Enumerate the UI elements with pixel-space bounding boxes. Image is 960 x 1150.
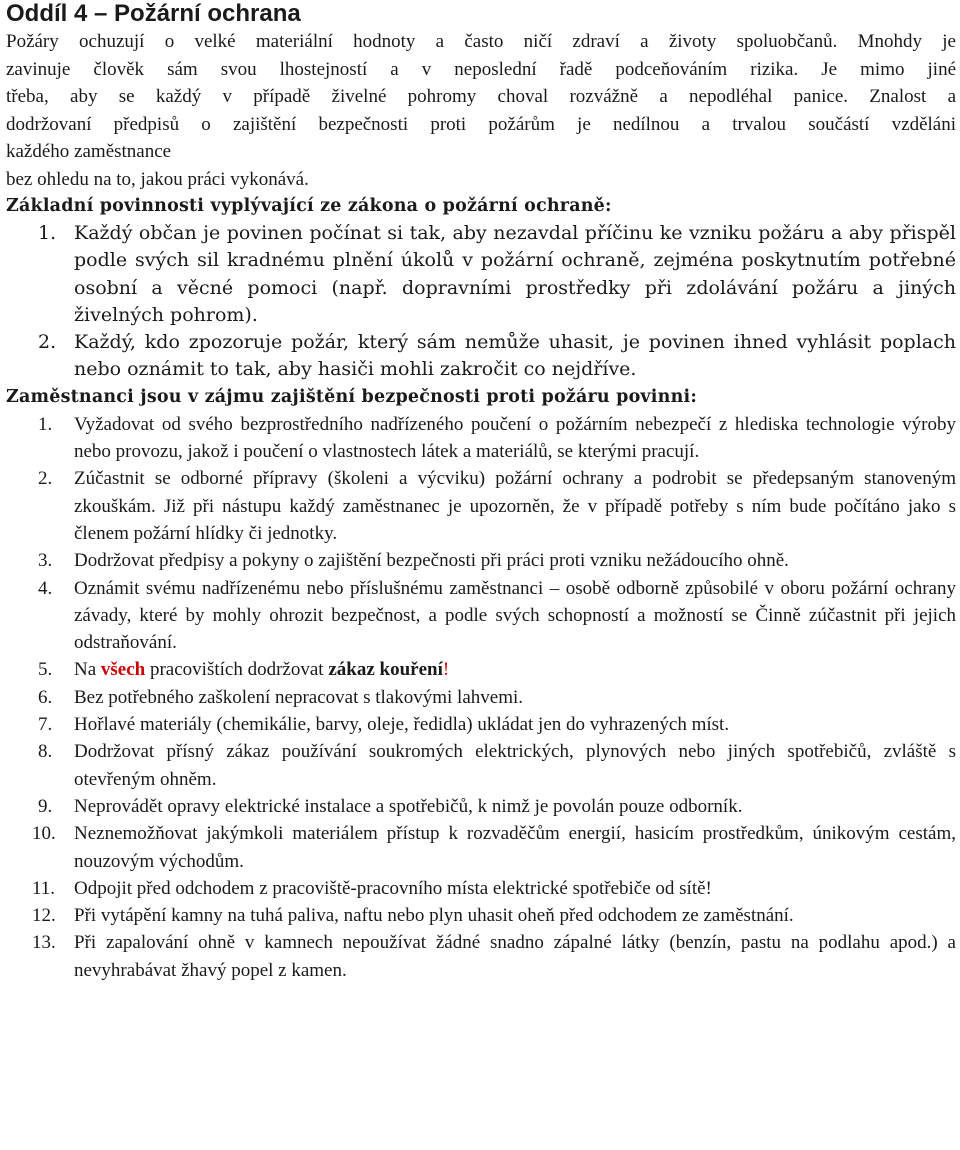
item-text: Dodržovat předpisy a pokyny o zajištění bezpečnosti při práci proti vzniku nežádoucího ohně. (74, 550, 789, 572)
item-number: 2. (38, 331, 57, 354)
item-number: 12. (32, 905, 56, 927)
item-text: Odpojit před odchodem z pracoviště-pracovního místa elektrické spotřebiče od sítě! (74, 877, 712, 899)
item-text: Každý, kdo zpozoruje požár, který sám nemůže uhasit, je povinen ihned vyhlásit poplach nebo oznámit to tak, aby hasiči mohli zakročit co nejdříve. (74, 331, 956, 381)
item-text: Neznemožňovat jakýmkoli materiálem přístup k rozvaděčům energií, hasicím prostředkům, únikovým cestám, nouzovým východům. (74, 823, 956, 872)
item-text-part: pracovištích dodržovat (145, 659, 329, 681)
intro-line: každého zaměstnance (6, 141, 172, 162)
list-item (6, 875, 956, 902)
intro-line: Požáry ochuzují o velké materiální hodnoty a často ničí zdraví a životy spoluobčanů. Mnohdy je (6, 31, 956, 52)
item-text: Oznámit svému nadřízenému nebo příslušnému zaměstnanci – osobě odborně způsobilé v oboru požární ochrany závady, které by mohly ohrozit bezpečnost, a podle svých schopností a možností se Činně zúčastnit při jejich odstraňování. (74, 577, 956, 654)
list-item (6, 329, 956, 384)
item-number: 8. (38, 741, 53, 763)
item-text: Při zapalování ohně v kamnech nepoužívat žádné snadno zápalné látky (benzín, pastu na podlahu apod.) a nevyhrabávat žhavý popel z kamen. (74, 932, 956, 981)
item-text: Zúčastnit se odborné přípravy (školeni a výcviku) požární ochrany a podrobit se předepsaným stanoveným zkouškám. Již při nástupu každý zaměstnanec je upozorněn, že v případě potřeby s ním bude počítáno jako s členem požární hlídky či jednotky. (74, 468, 956, 544)
item-text: Neprovádět opravy elektrické instalace a spotřebičů, k nimž je povolán pouze odborník. (74, 795, 743, 817)
exclamation: ! (442, 659, 450, 681)
item-number: 13. (32, 932, 56, 954)
employee-duties-list (6, 411, 956, 984)
item-number: 3. (38, 550, 53, 572)
item-text: Bez potřebného zaškolení nepracovat s tlakovými lahvemi. (74, 686, 523, 708)
intro-line: bez ohledu na to, jakou práci vykonává. (6, 168, 309, 190)
list-item (6, 411, 956, 466)
section-title: Oddíl 4 – Požární ochrana (6, 0, 301, 27)
list-item (6, 793, 956, 820)
list-item (6, 684, 956, 711)
list-item (6, 902, 956, 929)
list-item (6, 929, 956, 984)
section-heading-basic-duties: Základní povinnosti vyplývající ze zákona o požární ochraně: (6, 196, 612, 216)
list-item (6, 220, 956, 329)
basic-duties-list (6, 220, 956, 384)
list-item (6, 575, 956, 657)
item-text: Vyžadovat od svého bezprostředního nadřízeného poučení o požárním nebezpečí z hlediska technologie výroby nebo provozu, jakož i poučení o vlastnostech látek a materiálů, se kterými pracují. (74, 413, 956, 463)
item-number: 1. (38, 222, 57, 244)
emphasis-no-smoking: zákaz kouření (328, 659, 443, 681)
intro-paragraph (6, 28, 956, 193)
item-number: 2. (38, 468, 53, 490)
document-page (6, 0, 956, 984)
list-item (6, 656, 956, 683)
item-number: 9. (38, 795, 53, 817)
section-heading-employee-duties: Zaměstnanci jsou v zájmu zajištění bezpečnosti proti požáru povinni: (6, 386, 698, 407)
list-item (6, 738, 956, 793)
intro-line: dodržovaní předpisů o zajištění bezpečnosti proti požárům je nedílnou a trvalou součástí vzděláni (6, 113, 956, 135)
item-number: 4. (38, 577, 53, 599)
item-text: Hořlavé materiály (chemikálie, barvy, oleje, ředidla) ukládat jen do vyhrazených míst. (74, 714, 730, 736)
item-text: Při vytápění kamny na tuhá paliva, naftu nebo plyn uhasit oheň před odchodem ze zaměstnání. (74, 905, 794, 927)
intro-line: zavinuje člověk sám svou lhostejností a v neposlední řadě podceňováním rizika. Je mimo jiné (6, 58, 956, 80)
item-number: 7. (38, 714, 53, 736)
item-number: 5. (38, 659, 53, 681)
item-number: 11. (32, 877, 56, 899)
list-item (6, 465, 956, 547)
list-item (6, 547, 956, 574)
list-item (6, 820, 956, 875)
list-item (6, 711, 956, 738)
intro-line: třeba, aby se každý v případě živelné pohromy choval rozvážně a nepodléhal panice. Znalost a (6, 86, 956, 107)
item-text: Každý občan je povinen počínat si tak, aby nezavdal příčinu ke vzniku požáru a aby přispěl podle svých sil kradnému plnění úkolů v požární ochraně, zejména poskytnutím potřebné osobní a věcné pomoci (např. dopravními prostředky při zdolávání požáru a jiných živelných pohrom). (74, 222, 956, 326)
item-number: 1. (38, 413, 53, 435)
item-text-part: Na (74, 659, 101, 681)
item-text: Dodržovat přísný zákaz používání soukromých elektrických, plynových nebo jiných spotřebičů, zvláště s otevřeným ohněm. (74, 741, 956, 790)
item-number: 6. (38, 686, 53, 708)
item-number: 10. (32, 823, 56, 845)
emphasis-all: všech (100, 659, 146, 681)
